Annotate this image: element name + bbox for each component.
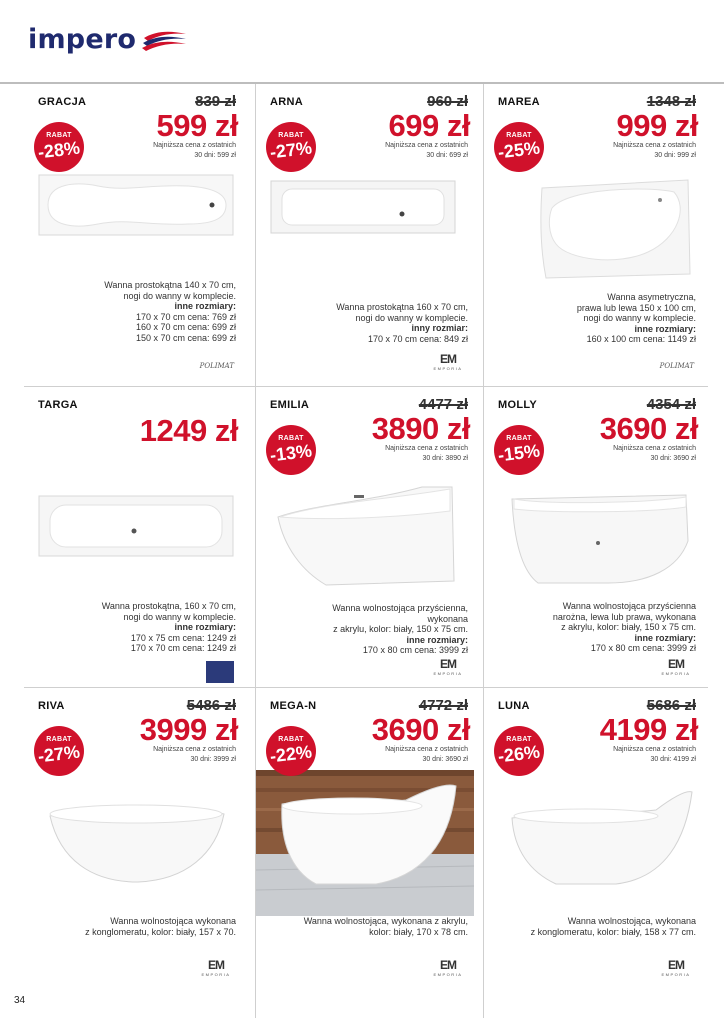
impero-swoosh-icon — [142, 30, 188, 52]
old-price: 4354 zł — [646, 396, 696, 413]
page-header — [0, 0, 724, 82]
bathtub-image — [38, 495, 234, 557]
emporia-logo: EM EMPORIA — [661, 657, 691, 676]
lowest-price-note: Najniższa cena z ostatnich 30 dni: 3890 zł — [385, 445, 468, 462]
product-card-targa[interactable] — [24, 387, 252, 690]
bathtub-image — [256, 770, 474, 916]
bathtub-image — [272, 481, 462, 595]
product-card-arna[interactable] — [256, 84, 484, 387]
product-name: RIVA — [38, 700, 65, 712]
product-name: MEGA-N — [270, 700, 317, 712]
sale-price: 3999 zł — [139, 712, 238, 747]
product-name: ARNA — [270, 96, 303, 108]
old-price: 960 zł — [427, 93, 468, 110]
sale-price: 3690 zł — [599, 411, 698, 446]
bathtub-image — [508, 491, 694, 587]
product-description: Wanna wolnostojąca wykonana z konglomeratu, kolor: biały, 157 x 70. — [85, 916, 236, 937]
product-card-gracja[interactable] — [24, 84, 252, 387]
product-grid — [24, 84, 708, 1018]
product-description: Wanna wolnostojąca, wykonana z konglomeratu, kolor: biały, 158 x 77 cm. — [530, 916, 696, 937]
product-description: Wanna wolnostojąca, wykonana z akrylu, kolor: biały, 170 x 78 cm. — [303, 916, 468, 937]
product-description: Wanna prostokątna 160 x 70 cm, nogi do wanny w komplecie. inny rozmiar: 170 x 70 cm cena: 849 zł — [336, 302, 468, 344]
sale-price: 3890 zł — [371, 411, 470, 446]
sale-price: 699 zł — [388, 108, 470, 143]
product-card-mega-n[interactable] — [256, 688, 484, 991]
lowest-price-note: Najniższa cena z ostatnich 30 dni: 3999 zł — [153, 746, 236, 763]
discount-badge: RABAT -27% — [34, 726, 84, 776]
bathtub-image — [270, 180, 456, 234]
sale-price: 3690 zł — [371, 712, 470, 747]
page-number: 34 — [14, 995, 26, 1006]
impero-logo: impero — [28, 24, 137, 55]
lowest-price-note: Najniższa cena z ostatnich 30 dni: 4199 zł — [613, 746, 696, 763]
old-price: 4772 zł — [418, 697, 468, 714]
lowest-price-note: Najniższa cena z ostatnich 30 dni: 999 zł — [613, 142, 696, 159]
product-card-marea[interactable] — [484, 84, 712, 387]
lowest-price-note: Najniższa cena z ostatnich 30 dni: 599 zł — [153, 142, 236, 159]
brand-logo — [206, 661, 234, 683]
sale-price: 1249 zł — [139, 413, 238, 448]
product-description: Wanna prostokątna 140 x 70 cm, nogi do wanny w komplecie. inne rozmiary: 170 x 70 cm cena: 769 zł 160 x 70 cm cena: 699 zł 150 x 70 cm cena: 699 zł — [104, 280, 236, 343]
discount-badge: RABAT -26% — [494, 726, 544, 776]
product-name: GRACJA — [38, 96, 87, 108]
emporia-logo: EM EMPORIA — [433, 958, 463, 977]
bathtub-image — [538, 178, 694, 280]
discount-badge: RABAT -25% — [494, 122, 544, 172]
discount-badge: RABAT -13% — [266, 425, 316, 475]
old-price: 4477 zł — [418, 396, 468, 413]
product-description: Wanna prostokątna, 160 x 70 cm, nogi do wanny w komplecie. inne rozmiary: 170 x 75 cm cena: 1249 zł 170 x 70 cm cena: 1249 zł — [101, 601, 236, 653]
lowest-price-note: Najniższa cena z ostatnich 30 dni: 3690 zł — [613, 445, 696, 462]
polimat-logo: POLIMAT — [659, 362, 694, 370]
sale-price: 599 zł — [156, 108, 238, 143]
discount-badge: RABAT -15% — [494, 425, 544, 475]
product-description: Wanna asymetryczna, prawa lub lewa 150 x 100 cm, nogi do wanny w komplecie. inne rozmiary: 160 x 100 cm cena: 1149 zł — [576, 292, 696, 344]
lowest-price-note: Najniższa cena z ostatnich 30 dni: 699 zł — [385, 142, 468, 159]
product-name: TARGA — [38, 399, 78, 411]
discount-badge: RABAT -28% — [34, 122, 84, 172]
polimat-logo: POLIMAT — [199, 362, 234, 370]
sale-price: 4199 zł — [599, 712, 698, 747]
product-name: LUNA — [498, 700, 530, 712]
product-name: MAREA — [498, 96, 540, 108]
emporia-logo: EM EMPORIA — [201, 958, 231, 977]
sale-price: 999 zł — [616, 108, 698, 143]
emporia-logo: EM EMPORIA — [661, 958, 691, 977]
emporia-logo: EM EMPORIA — [433, 657, 463, 676]
old-price: 839 zł — [195, 93, 236, 110]
product-card-molly[interactable] — [484, 387, 712, 690]
bathtub-image — [38, 174, 234, 236]
product-card-emilia[interactable] — [256, 387, 484, 690]
bathtub-image — [46, 798, 228, 890]
product-name: EMILIA — [270, 399, 310, 411]
discount-badge: RABAT -22% — [266, 726, 316, 776]
product-description: Wanna wolnostojąca przyścienna, wykonana z akrylu, kolor: biały, 150 x 75 cm. inne rozmiary: 170 x 80 cm cena: 3999 zł — [332, 603, 468, 655]
old-price: 5686 zł — [646, 697, 696, 714]
discount-badge: RABAT -27% — [266, 122, 316, 172]
product-description: Wanna wolnostojąca przyścienna narożna, lewa lub prawa, wykonana z akrylu, kolor: biały, 150 x 75 cm. inne rozmiary: 170 x 80 cm cena: 3999 zł — [552, 601, 696, 653]
product-card-luna[interactable] — [484, 688, 712, 991]
product-name: MOLLY — [498, 399, 537, 411]
product-card-riva[interactable] — [24, 688, 252, 991]
old-price: 5486 zł — [186, 697, 236, 714]
lowest-price-note: Najniższa cena z ostatnich 30 dni: 3690 zł — [385, 746, 468, 763]
old-price: 1348 zł — [646, 93, 696, 110]
emporia-logo: EM EMPORIA — [433, 352, 463, 371]
bathtub-image — [506, 788, 696, 892]
